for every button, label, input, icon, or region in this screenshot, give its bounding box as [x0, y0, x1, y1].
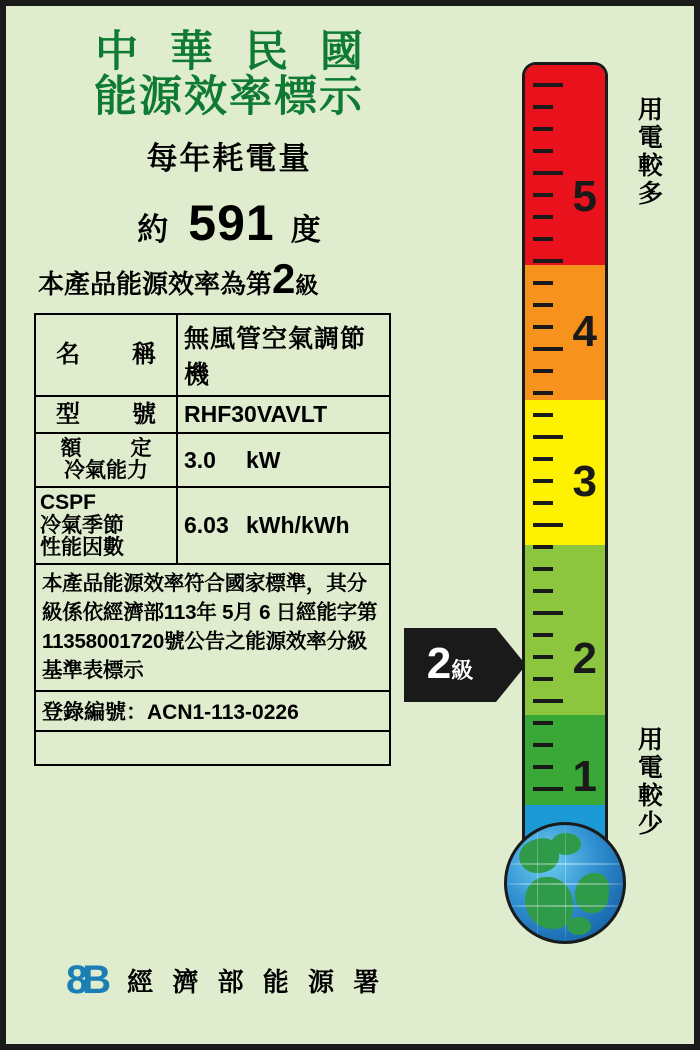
spec-value-cspf	[177, 487, 390, 564]
scale-label-2: 2	[572, 634, 597, 683]
spec-key-cspf-line3: 性能因數	[40, 535, 124, 559]
spec-key-cspf-line1: CSPF	[40, 491, 97, 515]
capacity-unit: kW	[246, 446, 281, 473]
table-row-registration	[35, 691, 390, 731]
label-left-column	[34, 28, 424, 766]
spec-value-model: RHF30VAVLT	[177, 396, 390, 433]
table-row-blank	[35, 731, 390, 765]
spec-key-cspf-line2: 冷氣季節	[40, 513, 124, 537]
blank-cell	[35, 731, 390, 765]
standard-compliance-note: 本產品能源效率符合國家標準，其分級係依經濟部113年 5月 6 日經能字第11358001720號公告之能源效率分級基準表標示	[35, 564, 390, 690]
grade-number: 2	[272, 254, 296, 302]
scale-label-5: 5	[572, 172, 597, 221]
table-row-name	[35, 314, 390, 396]
approx-word: 約	[137, 211, 171, 247]
spec-key-cspf	[35, 487, 177, 564]
spec-value-name: 無風管空氣調節機	[177, 314, 390, 396]
spec-table	[34, 313, 391, 766]
capacity-number: 3.0	[184, 446, 216, 473]
spec-key-name: 名 稱	[35, 314, 177, 396]
grade-badge-arrow	[404, 628, 526, 702]
scale-label-1: 1	[572, 752, 597, 801]
agency-name: 經 濟 部 能 源 署	[127, 967, 386, 997]
registration-row	[35, 691, 390, 731]
table-row-note	[35, 564, 390, 690]
scale-label-4: 4	[572, 307, 597, 356]
product-grade-row	[34, 254, 424, 302]
globe-bulb-icon	[504, 822, 626, 944]
annual-kwh-value: 591	[188, 194, 275, 251]
spec-key-capacity-line2: 冷氣能力	[64, 459, 148, 483]
kwh-unit-word: 度	[290, 213, 321, 247]
scale-label-3: 3	[572, 457, 597, 506]
registration-label: 登錄編號：	[42, 700, 147, 724]
page-title-line2: 能源效率標示	[94, 73, 364, 122]
registration-value: ACN1-113-0226	[147, 700, 299, 724]
spec-value-capacity	[177, 433, 390, 488]
grade-badge-suffix: 級	[451, 658, 474, 683]
energy-administration-logo-icon: 8B	[66, 958, 106, 1002]
cspf-unit: kWh/kWh	[246, 512, 350, 539]
thermometer-tube	[522, 62, 608, 852]
annual-consumption-row	[34, 194, 424, 252]
annual-consumption-heading: 每年耗電量	[146, 140, 312, 176]
table-row-cspf	[35, 487, 390, 564]
table-row-capacity	[35, 433, 390, 488]
cspf-number: 6.03	[184, 512, 229, 539]
grade-scale-thermometer	[522, 62, 608, 852]
grade-badge-box	[404, 628, 496, 702]
table-row-model	[35, 396, 390, 433]
footer	[66, 958, 385, 1003]
high-consumption-note: 用電較多	[637, 96, 664, 208]
spec-key-capacity	[35, 433, 177, 488]
grade-badge-number: 2	[426, 639, 452, 688]
thermometer-ticks	[533, 65, 563, 852]
page-title-line1: 中 華 民 國	[95, 28, 373, 76]
grade-suffix-text: 級	[295, 271, 319, 298]
spec-key-capacity-line1: 額 定	[60, 436, 166, 460]
spec-key-model: 型 號	[35, 396, 177, 433]
low-consumption-note: 用電較少	[637, 726, 664, 838]
grade-prefix-text: 本產品能源效率為第	[38, 268, 273, 299]
